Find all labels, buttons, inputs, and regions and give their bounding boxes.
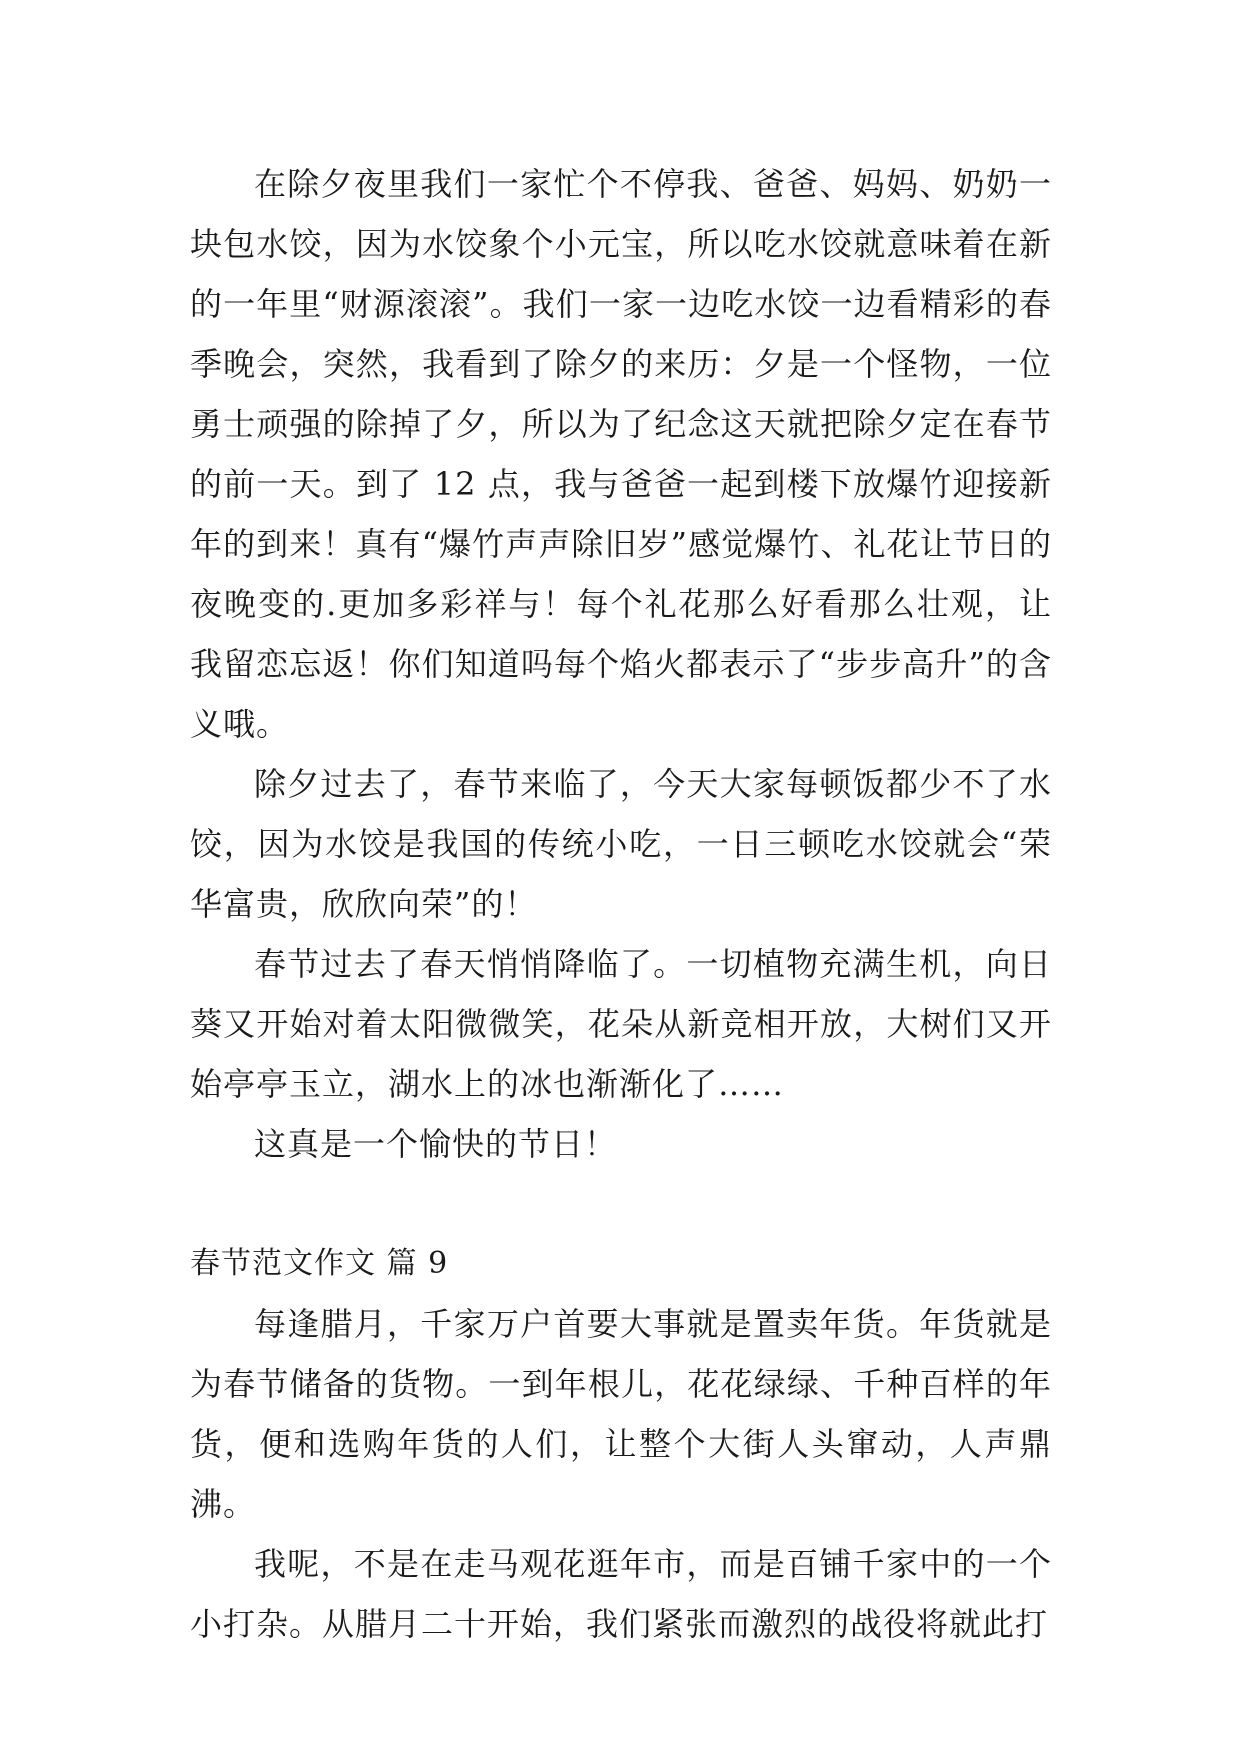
paragraph-helper: 我呢，不是在走马观花逛年市，而是百铺千家中的一个小打杂。从腊月二十开始，我们紧张而激烈的战役将就此打 [190,1545,1052,1643]
paragraph-new-year-eve: 在除夕夜里我们一家忙个不停我、爸爸、妈妈、奶奶一块包水饺，因为水饺象个小元宝，所以吃水饺就意味着在新的一年里“财源滚滚”。我们一家一边吃水饺一边看精彩的春季晚会，突然，我看到了除夕的来历：夕是一个怪物，一位勇士顽强的除掉了夕，所以为了纪念这天就把除夕定在春节的前一天。到了 12 点，我与爸爸一起到楼下放爆竹迎接新年的到来！真有“爆竹声声除旧岁”感觉爆竹、礼花让节日的夜晚变的.更加多彩祥与！每个礼花那么好看那么壮观，让我留恋忘返！你们知道吗每个焰火都表示了“步步高升”的含义哦。 [190,165,1052,743]
document-body [190,154,1052,1654]
paragraph-happy-holiday: 这真是一个愉快的节日！ [254,1125,618,1163]
section-title: 春节范文作文 篇 9 [190,1246,449,1281]
paragraph-spring-festival: 除夕过去了，春节来临了，今天大家每顿饭都少不了水饺，因为水饺是我国的传统小吃，一日三顿吃水饺就会“荣华富贵，欣欣向荣”的！ [190,765,1052,923]
paragraph-new-year-goods: 每逢腊月，千家万户首要大事就是置卖年货。年货就是为春节储备的货物。一到年根儿，花花绿绿、千种百样的年货，便和选购年货的人们，让整个大街人头窜动，人声鼎沸。 [190,1305,1052,1523]
paragraph-spring-arrives: 春节过去了春天悄悄降临了。一切植物充满生机，向日葵又开始对着太阳微微笑，花朵从新竞相开放，大树们又开始亭亭玉立，湖水上的冰也渐渐化了…… [190,945,1052,1103]
